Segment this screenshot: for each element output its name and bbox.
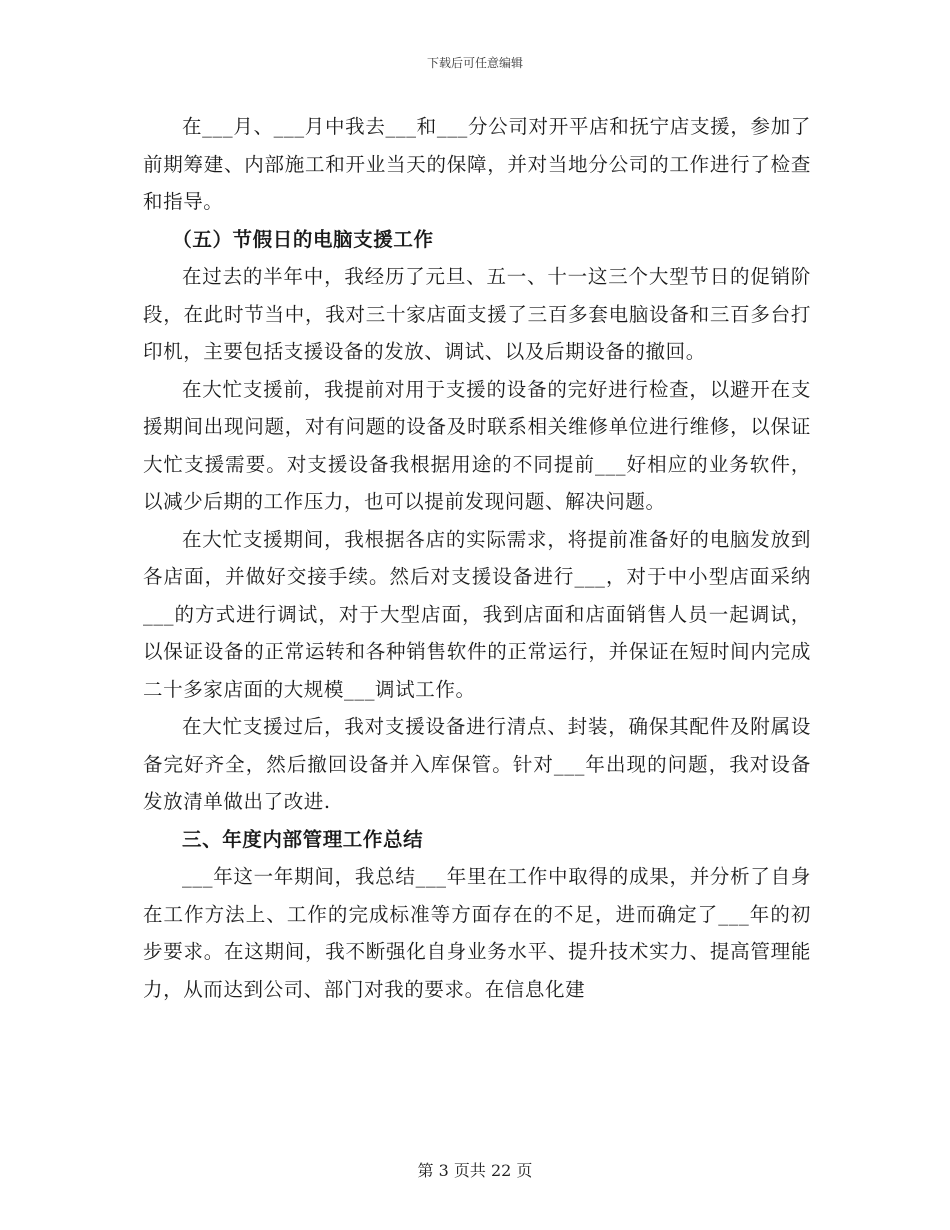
paragraph: 在过去的半年中，我经历了元旦、五一、十一这三个大型节日的促销阶段，在此时节当中，我对三十家店面支援了三百多套电脑设备和三百多台打印机，主要包括支援设备的发放、调试、以及后期设备的撤回。 [143,265,811,363]
document-body [143,108,811,1008]
section-heading: （五）节假日的电脑支援工作 [172,227,434,251]
paragraph: ___年这一年期间，我总结___年里在工作中取得的成果，并分析了自身在工作方法上、工作的完成标准等方面存在的不足，进而确定了___年的初步要求。在这期间，我不断强化自身业务水平、提升技术实力、提高管理能力，从而达到公司、部门对我的要求。在信息化建 [143,865,811,1001]
section-heading: 三、年度内部管理工作总结 [182,827,424,851]
paragraph: 在___月、___月中我去___和___分公司对开平店和抚宁店支援，参加了前期筹建、内部施工和开业当天的保障，并对当地分公司的工作进行了检查和指导。 [143,115,811,213]
paragraph: 在大忙支援期间，我根据各店的实际需求，将提前准备好的电脑发放到各店面，并做好交接手续。然后对支援设备进行___，对于中小型店面采纳___的方式进行调试，对于大型店面，我到店面和店面销售人员一起调试，以保证设备的正常运转和各种销售软件的正常运行，并保证在短时间内完成二十多家店面的大规模___调试工作。 [143,527,811,701]
page-footer: 第 3 页共 22 页 [417,1161,533,1180]
paragraph: 在大忙支援过后，我对支援设备进行清点、封装，确保其配件及附属设备完好齐全，然后撤回设备并入库保管。针对___年出现的问题，我对设备发放清单做出了改进. [143,715,811,813]
page-header: 下载后可任意编辑 [426,56,523,70]
paragraph: 在大忙支援前，我提前对用于支援的设备的完好进行检查，以避开在支援期间出现问题，对有问题的设备及时联系相关维修单位进行维修，以保证大忙支援需要。对支援设备我根据用途的不同提前___好相应的业务软件，以减少后期的工作压力，也可以提前发现问题、解决问题。 [143,377,811,513]
